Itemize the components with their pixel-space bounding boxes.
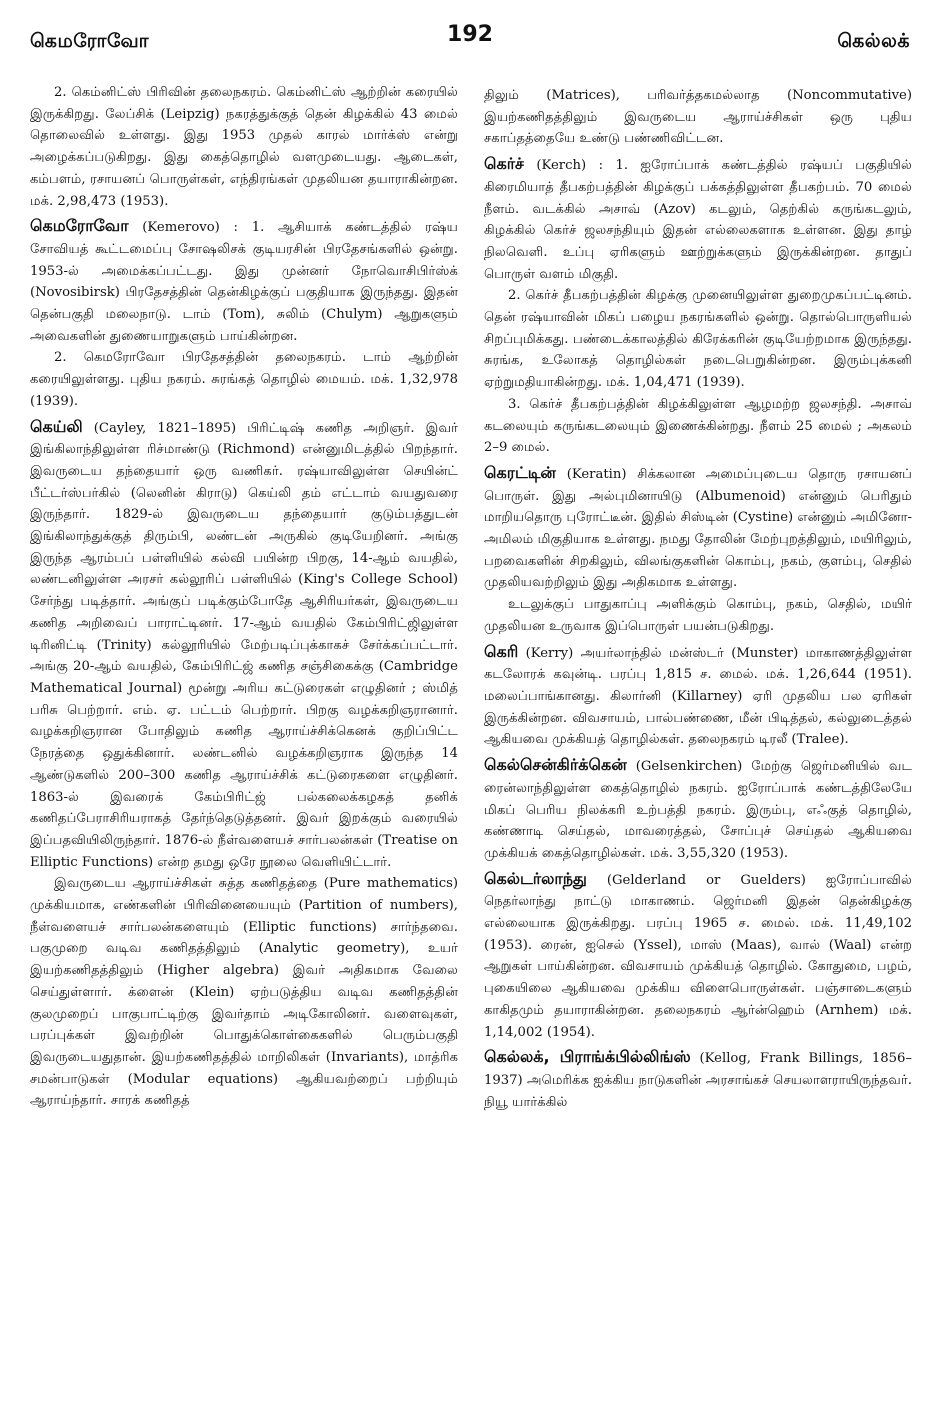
paragraph: 3. கெர்ச் தீபகற்பத்தின் கிழக்கிலுள்ள ஆழமற்ற ஜலசந்தி. அசாவ் கடலையும் கருங்கடலையும் இணைக்கின்றது. நீளம் 25 மைல் ; அகலம் 2–9 மைல். bbox=[484, 396, 912, 456]
entry-body: (Gelderland or Guelders) ஐரோப்பாவில் நெதர்லாந்து நாட்டு மாகாணம். ஜெர்மனி இதன் தென்கிழக்கு எல்லையாக இருக்கிறது. பரப்பு 1965 ச. மைல். மக். 11,49,102 (1953). ரைன், ஐசெல் (Yssel), மாஸ் (Maas), வால் (Waal) என்ற ஆறுகள் பாய்கின்றன. விவசாயம் முக்கியத் தொழில். கோதுமை, பழம், புகையிலை ஆகியவை முக்கிய விளைபொருள்கள். பஞ்சாடைகளும் காகிதமும் தயாராகின்றன. தலைநகரம் ஆர்ன்ஹெம் (Arnhem) மக். 1,14,002 (1954). bbox=[484, 872, 912, 1040]
entry-kemerovo bbox=[30, 215, 458, 347]
entry-body: (Keratin) சிக்கலான அமைப்புடைய தொரு ரசாயனப் பொருள். இது அல்புமினாயிடு (Albumenoid) என்னும் பெரிதும் மாறியதொரு புரோட்டீன். இதில் சிஸ்டின் (Cystine) என்னும் அமினோ-அமிலம் மிகுதியாக உள்ளது. நமது தோலின் மேற்புறத்திலும், மயிரிலும், பறவைகளின் சிறகிலும், விலங்குகளின் கொம்பு, நகம், குளம்பு, செதில் முதலியவற்றிலும் இது அதிகமாக உள்ளது. bbox=[484, 466, 912, 591]
entry-kerry bbox=[484, 641, 912, 752]
headword: கெரட்டின் bbox=[484, 462, 556, 482]
entry-gelsenkirchen bbox=[484, 754, 912, 865]
headword: கெல்சென்கிர்க்கென் bbox=[484, 755, 627, 775]
paragraph-continued: திலும் (Matrices), பரிவர்த்தகமல்லாத (Noncommutative) இயற்கணிதத்திலும் இவருடைய ஆராய்ச்சிகள் ஒரு புதிய சகாப்தத்தையே உண்டு பண்ணிவிட்டன. bbox=[484, 88, 912, 147]
headword: கெல்டர்லாந்து bbox=[484, 868, 587, 888]
paragraph: இவருடைய ஆராய்ச்சிகள் சுத்த கணிதத்தை (Pure mathematics) முக்கியமாக, எண்களின் பிரிவினையையும் (Partition of numbers), நீள்வளையச் சார்பலன்களையும் (Elliptic functions) சார்ந்தவை. பகுமுறை வடிவ கணிதத்திலும் (Analytic geometry), உயர் இயற்கணிதத்திலும் (Higher algebra) இவர் அதிகமாக வேலை செய்துள்ளார். க்ளைன் (Klein) ஏற்படுத்திய வடிவ கணிதத்தின் குலமுறைப் பாகுபாட்டிற்கு இவர்தாம் அடிகோலினர். வளைவுகள், பரப்புக்கள் இவற்றின் பொதுக்கொள்கைகளில் பெரும்பகுதி இவருடையதுதான். இயற்கணிதத்தில் மாறிலிகள் (Invariants), மாத்ரிக சமன்பாடுகள் (Modular equations) ஆகியவற்றைப் பற்றியும் ஆராய்ந்தார். சாரக் கணிதத் bbox=[30, 876, 458, 1109]
entry-body: (Kellog, Frank Billings, 1856–1937) அமெரிக்க ஐக்கிய நாடுகளின் அரசாங்கச் செயலாளராயிருந்தவர். நியூ யார்க்கில் bbox=[484, 1051, 912, 1110]
paragraph: உடலுக்குப் பாதுகாப்பு அளிக்கும் கொம்பு, நகம், செதில், மயிர் முதலியன உருவாக இப்பொருள் பயன்படுகிறது. bbox=[484, 597, 912, 634]
right-column bbox=[484, 82, 912, 1416]
headword: கெர்ச் bbox=[484, 154, 524, 174]
headword: கெமரோவோ bbox=[30, 216, 129, 236]
headword: கெரி bbox=[484, 641, 519, 661]
headword: கெய்லி bbox=[30, 416, 83, 436]
entry-kellog bbox=[484, 1046, 912, 1113]
paragraph: 2. கெர்ச் தீபகற்பத்தின் கிழக்கு முனையிலுள்ள துறைமுகப்பட்டினம். தென் ரஷ்யாவின் மிகப் பழைய நகரங்களில் ஒன்று. தொல்பொருளியல் சிறப்புமிக்கது. பண்டைக்காலத்தில் கிரேக்கரின் குடியேற்றமாக இருந்தது. சுரங்க, உலோகத் தொழில்கள் நடைபெறுகின்றன. இரும்புக்கனி ஏற்றுமதியாகின்றது. மக். 1,04,471 (1939). bbox=[484, 288, 912, 391]
running-head-left: கெமரோவோ bbox=[30, 30, 150, 52]
entry-kerch bbox=[484, 153, 912, 285]
page-header bbox=[30, 22, 910, 66]
paragraph: 2. கெம்னிட்ஸ் பிரிவின் தலைநகரம். கெம்னிட்ஸ் ஆற்றின் கரையில் இருக்கிறது. லேப்சிக் (Leipzig) நகரத்துக்குத் தென் கிழக்கில் 43 மைல் தொலைவில் உள்ளது. இது 1953 முதல் காரல் மார்க்ஸ் என்று அழைக்கப்படுகிறது. இது கைத்தொழில் வளமுடையது. ஆடைகள், கம்பளம், ரசாயனப் பொருள்கள், எந்திரங்கள் முதலியன தயாராகின்றன. மக். 2,98,473 (1953). bbox=[30, 85, 458, 209]
entry-body: (Kerch) : 1. ஐரோப்பாக் கண்டத்தில் ரஷ்யப் பகுதியில் கிரைமியாத் தீபகற்பத்தின் கிழக்குப் பக்கத்திலுள்ள தீபகற்பம். 70 மைல் நீளம். வடக்கில் அசாவ் (Azov) கடலும், தெற்கில் கருங்கடலும், கிழக்கில் கெர்ச் ஜலசந்தியும் இதன் எல்லைகளாக உள்ளன. இது தாழ் நிலவெளி. உப்பு ஏரிகளும் ஊற்றுக்களும் இருக்கின்றன. தாதுப் பொருள் வளம் மிகுதி. bbox=[484, 158, 912, 282]
entry-body: (Gelsenkirchen) மேற்கு ஜெர்மனியில் வட ரைன்லாந்திலுள்ள கைத்தொழில் நகரம். ஐரோப்பாக் கண்டத்திலேயே மிகப் பெரிய நிலக்கரி உற்பத்தி நகரம். இரும்பு, எஃகுத் தொழில், கண்ணாடி செய்தல், மாவரைத்தல், சோப்புச் செய்தல் ஆகியவை முக்கியக் கைத்தொழில்கள். மக். 3,55,320 (1953). bbox=[484, 759, 912, 861]
entry-body: (Kemerovo) : 1. ஆசியாக் கண்டத்தில் ரஷ்ய சோவியத் கூட்டமைப்பு சோஷலிசக் குடியரசின் பிரதேசங்களில் ஒன்று. 1953-ல் அமைக்கப்பட்டது. இது முன்னர் நோவொசிபிர்ஸ்க் (Novosibirsk) பிரதேசத்தின் தென்கிழக்குப் பகுதியாக இருந்தது. இதன் தென்பகுதி மலைநாடு. டாம் (Tom), சுலிம் (Chulym) ஆறுகளும் அவைகளின் துணையாறுகளும் பாய்கின்றன. bbox=[30, 220, 458, 344]
entry-gelderland bbox=[484, 868, 912, 1044]
page-number: 192 bbox=[447, 22, 493, 47]
entry-cayley bbox=[30, 416, 458, 874]
entry-body: (Kerry) அயர்லாந்தில் மன்ஸ்டர் (Munster) மாகாணத்திலுள்ள கடலோரக் கவுன்டி. பரப்பு 1,815 ச. மைல். மக். 1,26,644 (1951). மலைப்பாங்கானது. கிலார்னி (Killarney) ஏரி முதலிய பல ஏரிகள் இருக்கின்றன. விவசாயம், பால்பண்ணை, மீன் பிடித்தல், கல்லுடைத்தல் ஆகியவை முக்கியத் தொழில்கள். தலைநகரம் டிரலீ (Tralee). bbox=[484, 645, 912, 748]
paragraph: 2. கெமரோவோ பிரதேசத்தின் தலைநகரம். டாம் ஆற்றின் கரையிலுள்ளது. புதிய நகரம். சுரங்கத் தொழில் மையம். மக். 1,32,978 (1939). bbox=[30, 350, 458, 409]
running-head-right: கெல்லக் bbox=[837, 30, 910, 52]
headword: கெல்லக், பிராங்க்பில்லிங்ஸ் bbox=[484, 1047, 691, 1067]
entry-keratin bbox=[484, 462, 912, 594]
entry-body: (Cayley, 1821–1895) பிரிட்டிஷ் கணித அறிஞர். இவர் இங்கிலாந்திலுள்ள ரிச்மாண்டு (Richmond) என்னுமிடத்தில் பிறந்தார். இவருடைய தந்தையார் ஒரு வணிகர். ரஷ்யாவிலுள்ள செயின்ட் பீட்டர்ஸ்பர்கில் (லெனின் கிராடு) கெய்லி தம் எட்டாம் வயதுவரை இருந்தார். 1829-ல் இவருடைய தந்தையார் குடும்பத்துடன் இங்கிலாந்துக்குத் திரும்பி, லண்டன் அருகில் குடியேறினர். அங்கு இருந்த ஆரம்பப் பள்ளியில் கல்வி பயின்ற பிறகு, 14-ஆம் வயதில், லண்டனிலுள்ள அரசர் கல்லூரிப் பள்ளியில் (King's College School) சேர்ந்து படித்தார். அங்குப் படிக்கும்போதே ஆசிரியர்கள், இவருடைய கணித அறிவைப் பாராட்டினர். 17-ஆம் வயதில் கேம்பிரிட்ஜிலுள்ள டிரினிட்டி (Trinity) கல்லூரியில் மேற்படிப்புக்காகச் சேர்க்கப்பட்டார். அங்கு 20-ஆம் வயதில், கேம்பிரிட்ஜ் கணித சஞ்சிகைக்கு (Cambridge Mathematical Journal) மூன்று அரிய கட்டுரைகள் எழுதினர் ; ஸ்மித் பரிசு பெற்றார். எம். ஏ. பட்டம் பெற்றார். பிறகு வழக்கறிஞரானார். வழக்கறிஞரான போதிலும் கணித ஆராய்ச்சிக்கெனக் குறிப்பிட்ட நேரத்தை ஒதுக்கினார். லண்டனில் வழக்கறிஞராக இருந்த 14 ஆண்டுகளில் 200–300 கணித ஆராய்ச்சிக் கட்டுரைகளை எழுதினர். 1863-ல் இவரைக் கேம்பிரிட்ஜ் பல்கலைக்கழகத் தனிக் கணிதப்பேராசிரியராகத் தேர்ந்தெடுத்தனர். இவர் இறக்கும் வரையில் இப்பதவியிலிருந்தார். 1876-ல் நீள்வளையச் சார்பலன்கள் (Treatise on Elliptic Functions) என்ற தமது ஒரே நூலை வெளியிட்டார். bbox=[30, 420, 458, 870]
left-column bbox=[30, 82, 458, 1416]
